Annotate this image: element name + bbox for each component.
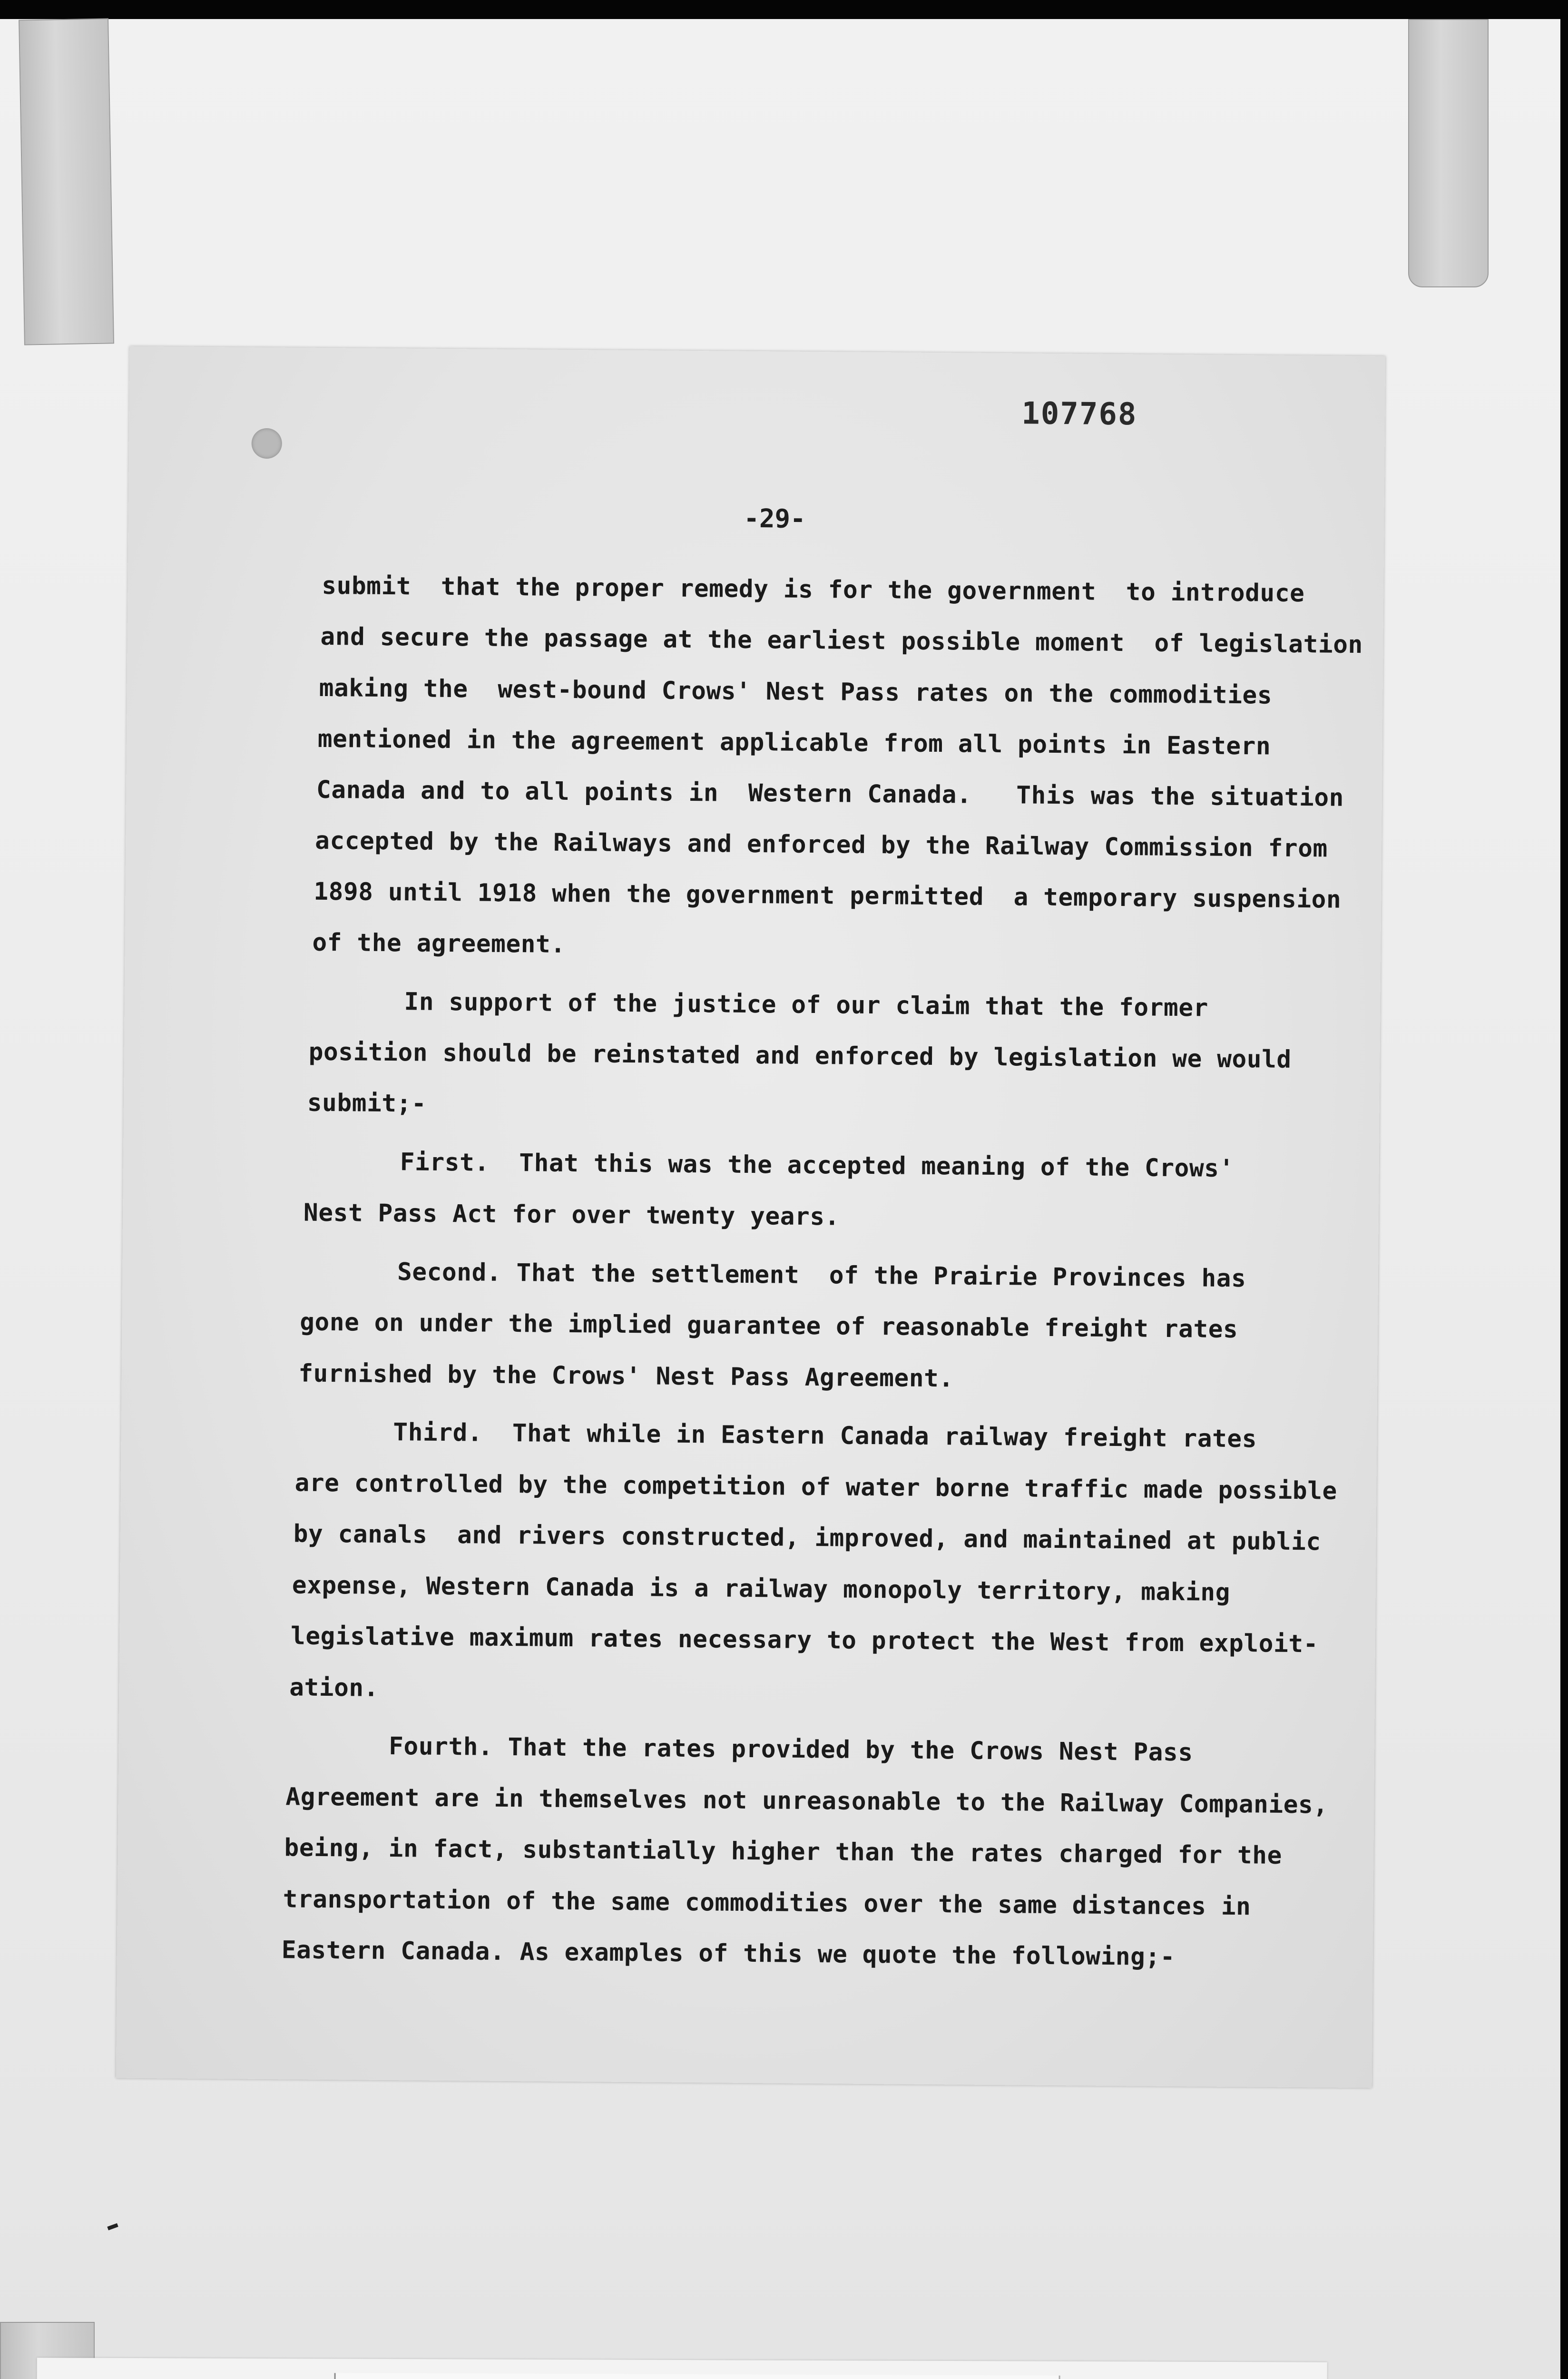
text-line: are controlled by the competition of water borne traffic made possible — [294, 1469, 1338, 1505]
text-line: Agreement are in themselves not unreasonable to the Railway Companies, — [285, 1783, 1328, 1819]
text-line: ation. — [289, 1673, 379, 1702]
text-line: accepted by the Railways and enforced by the Railway Commission from — [314, 826, 1328, 863]
tape-strip — [1408, 19, 1489, 287]
text-line: by canals and rivers constructed, improved, and maintained at public — [293, 1520, 1321, 1556]
text-line: Eastern Canada. As examples of this we quote the following;- — [281, 1936, 1176, 1972]
text-line: In support of the justice of our claim that the former — [404, 988, 1209, 1022]
collection-strip — [334, 2373, 1060, 2379]
page-number: -29- — [744, 503, 806, 534]
text-line: submit;- — [307, 1089, 427, 1118]
text-line: being, in fact, substantially higher than the rates charged for the — [284, 1834, 1283, 1870]
text-line: Fourth. That the rates provided by the Crows Nest Pass — [389, 1732, 1193, 1767]
text-line: Third. That while in Eastern Canada railway freight rates — [393, 1418, 1257, 1454]
text-line: Second. That the settlement of the Prairie Provinces has — [397, 1258, 1246, 1293]
text-line: and secure the passage at the earliest possible moment of legislation — [320, 622, 1363, 659]
typed-document-page — [116, 346, 1386, 2088]
text-line: legislative maximum rates necessary to protect the West from exploit- — [290, 1622, 1319, 1659]
text-line: 1898 until 1918 when the government permitted a temporary suspension — [314, 877, 1342, 914]
punch-hole — [251, 428, 282, 459]
text-line: gone on under the implied guarantee of reasonable freight rates — [300, 1308, 1238, 1344]
text-line: First. That this was the accepted meaning of the Crows' — [400, 1148, 1235, 1183]
text-line: submit that the proper remedy is for the government to introduce — [322, 571, 1305, 608]
tape-strip — [19, 18, 114, 345]
text-line: Nest Pass Act for over twenty years. — [303, 1199, 840, 1231]
text-line: mentioned in the agreement applicable from all points in Eastern — [317, 725, 1271, 761]
text-line: of the agreement. — [312, 928, 566, 959]
text-line: furnished by the Crows' Nest Pass Agreement. — [298, 1359, 954, 1393]
text-line: transportation of the same commodities over the same distances in — [283, 1885, 1251, 1921]
text-line: position should be reinstated and enforced by legislation we would — [308, 1038, 1292, 1074]
text-line: Canada and to all points in Western Canada. This was the situation — [316, 776, 1344, 812]
text-line: making the west-bound Crows' Nest Pass rates on the commodities — [319, 674, 1273, 710]
text-line: expense, Western Canada is a railway monopoly territory, making — [292, 1571, 1231, 1607]
document-number: 107768 — [1021, 396, 1137, 433]
